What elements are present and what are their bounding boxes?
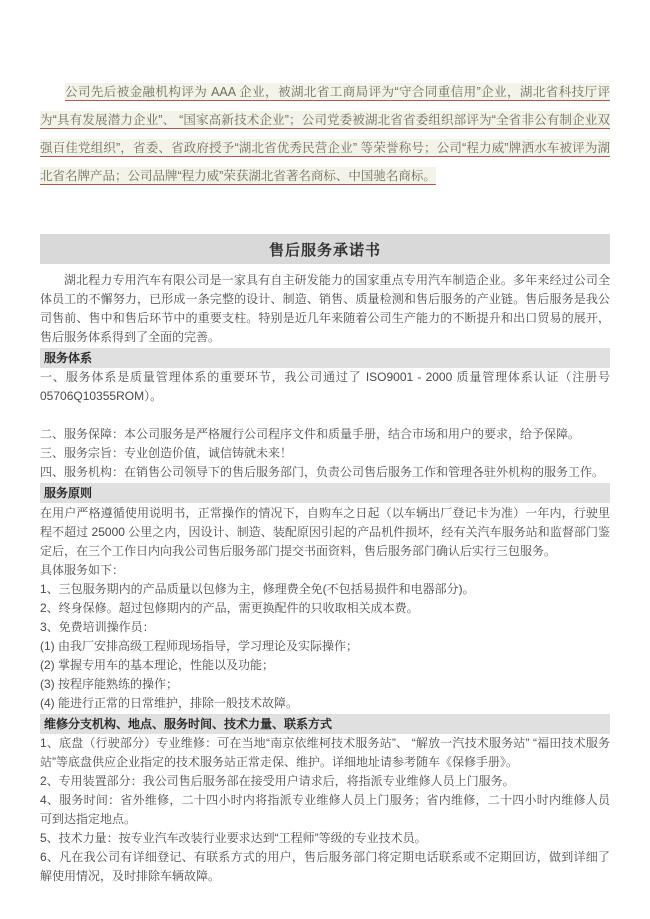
service-principles-paragraph: 在用户严格遵循使用说明书，正常操作的情况下，自购车之日起（以车辆出厂登记卡为准）一年内，行驶里程不超过 25000 公里之内，因设计、制造、装配原因引起的产品机件损坏，经有关汽车服务站和监督部门鉴定后，在三个工作日内向我公司售后服务部门提交书面资料，售后服务部门确认后实行三包服务。 <box>40 506 610 558</box>
list-item: 1、三包服务期内的产品质量以包修为主，修理费全免(不包括易损件和电器部分)。 <box>40 582 475 596</box>
list-item: 6、凡在我公司有详细登记、有联系方式的用户，售后服务部门将定期电话联系或不定期回访，做到详细了解使用情况，及时排除车辆故障。 <box>40 850 610 883</box>
list-item: (3) 按程序能熟练的操作； <box>40 677 179 691</box>
intro-paragraph-text: 公司先后被金融机构评为 AAA 企业，被湖北省工商局评为“守合同重信用”企业，湖北省科技厅评为“具有发展潜力企业”、 “国家高新技术企业”；公司党委被湖北省省委组织部评为“全省非公有制企业双强百佳党组织”，省委、省政府授予“湖北省优秀民营企业” 等荣誉称号；公司“程力威”牌洒水车被评为湖北省名牌产品；公司品牌“程力威”荣获湖北省著名商标、中国驰名商标。 <box>40 85 610 183</box>
document-title: 售后服务承诺书 <box>268 241 381 259</box>
section-heading-service-principles: 服务原则 <box>40 483 610 503</box>
list-item: (4) 能进行正常的日常维护，排除一般技术故障。 <box>40 696 299 710</box>
list-item: (1) 由我厂安排高级工程师现场指导，学习理论及实际操作； <box>40 639 359 653</box>
list-item: 四、服务机构：在销售公司领导下的售后服务部门，负责公司售后服务工作和管理各驻外机构的服务工作。 <box>40 465 605 479</box>
intro-paragraph <box>40 0 610 190</box>
list-item: 5、技术力量：按专业汽车改装行业要求达到“工程师”等级的专业技术员。 <box>40 831 427 845</box>
list-item: 三、服务宗旨：专业创造价值，诚信铸就未来！ <box>40 446 293 460</box>
document-title-bar <box>40 234 610 264</box>
list-item: 2、终身保修。超过包修期内的产品，需更换配件的只收取相关成本费。 <box>40 601 419 615</box>
service-details-subheading: 具体服务如下： <box>40 563 125 577</box>
section-heading-service-system: 服务体系 <box>40 348 610 368</box>
list-item: 二、服务保障：本公司服务是严格履行公司程序文件和质量手册，结合市场和用户的要求，给予保障。 <box>40 427 581 441</box>
list-item: 2、专用装置部分：我公司售后服务部在接受用户请求后，将指派专业维修人员上门服务。 <box>40 774 515 788</box>
overview-paragraph: 湖北程力专用汽车有限公司是一家具有自主研发能力的国家重点专用汽车制造企业。多年来经过公司全体员工的不懈努力，已形成一条完整的设计、制造、销售、质量检测和售后服务的产业链。售后服务是我公司售前、售中和售后环节中的重要支柱。特别是近几年来随着公司生产能力的不断提升和出口贸易的展开，售后服务体系得到了全面的完善。 <box>40 273 610 344</box>
section-heading-repair-branches: 维修分支机构、地点、服务时间、技术力量、联系方式 <box>40 714 610 734</box>
list-item: 3、免费培训操作员： <box>40 620 155 634</box>
list-item: 4、服务时间：省外维修，二十四小时内将指派专业维修人员上门服务；省内维修，二十四小时内维修人员可到达指定地点。 <box>40 793 610 826</box>
list-item: 1、底盘（行驶部分）专业维修：可在当地“南京依维柯技术服务站”、 “解放一汽技术服务站” “福田技术服务站”等底盘供应企业指定的技术服务站正常走保、维护。详细地址请参考随车《保修手册》。 <box>40 736 610 769</box>
list-item: 一、服务体系是质量管理体系的重要环节，我公司通过了 ISO9001 - 2000 质量管理体系认证（注册号 05706Q10355ROM）。 <box>40 370 610 403</box>
list-item: (2) 掌握专用车的基本理论，性能以及功能； <box>40 658 275 672</box>
